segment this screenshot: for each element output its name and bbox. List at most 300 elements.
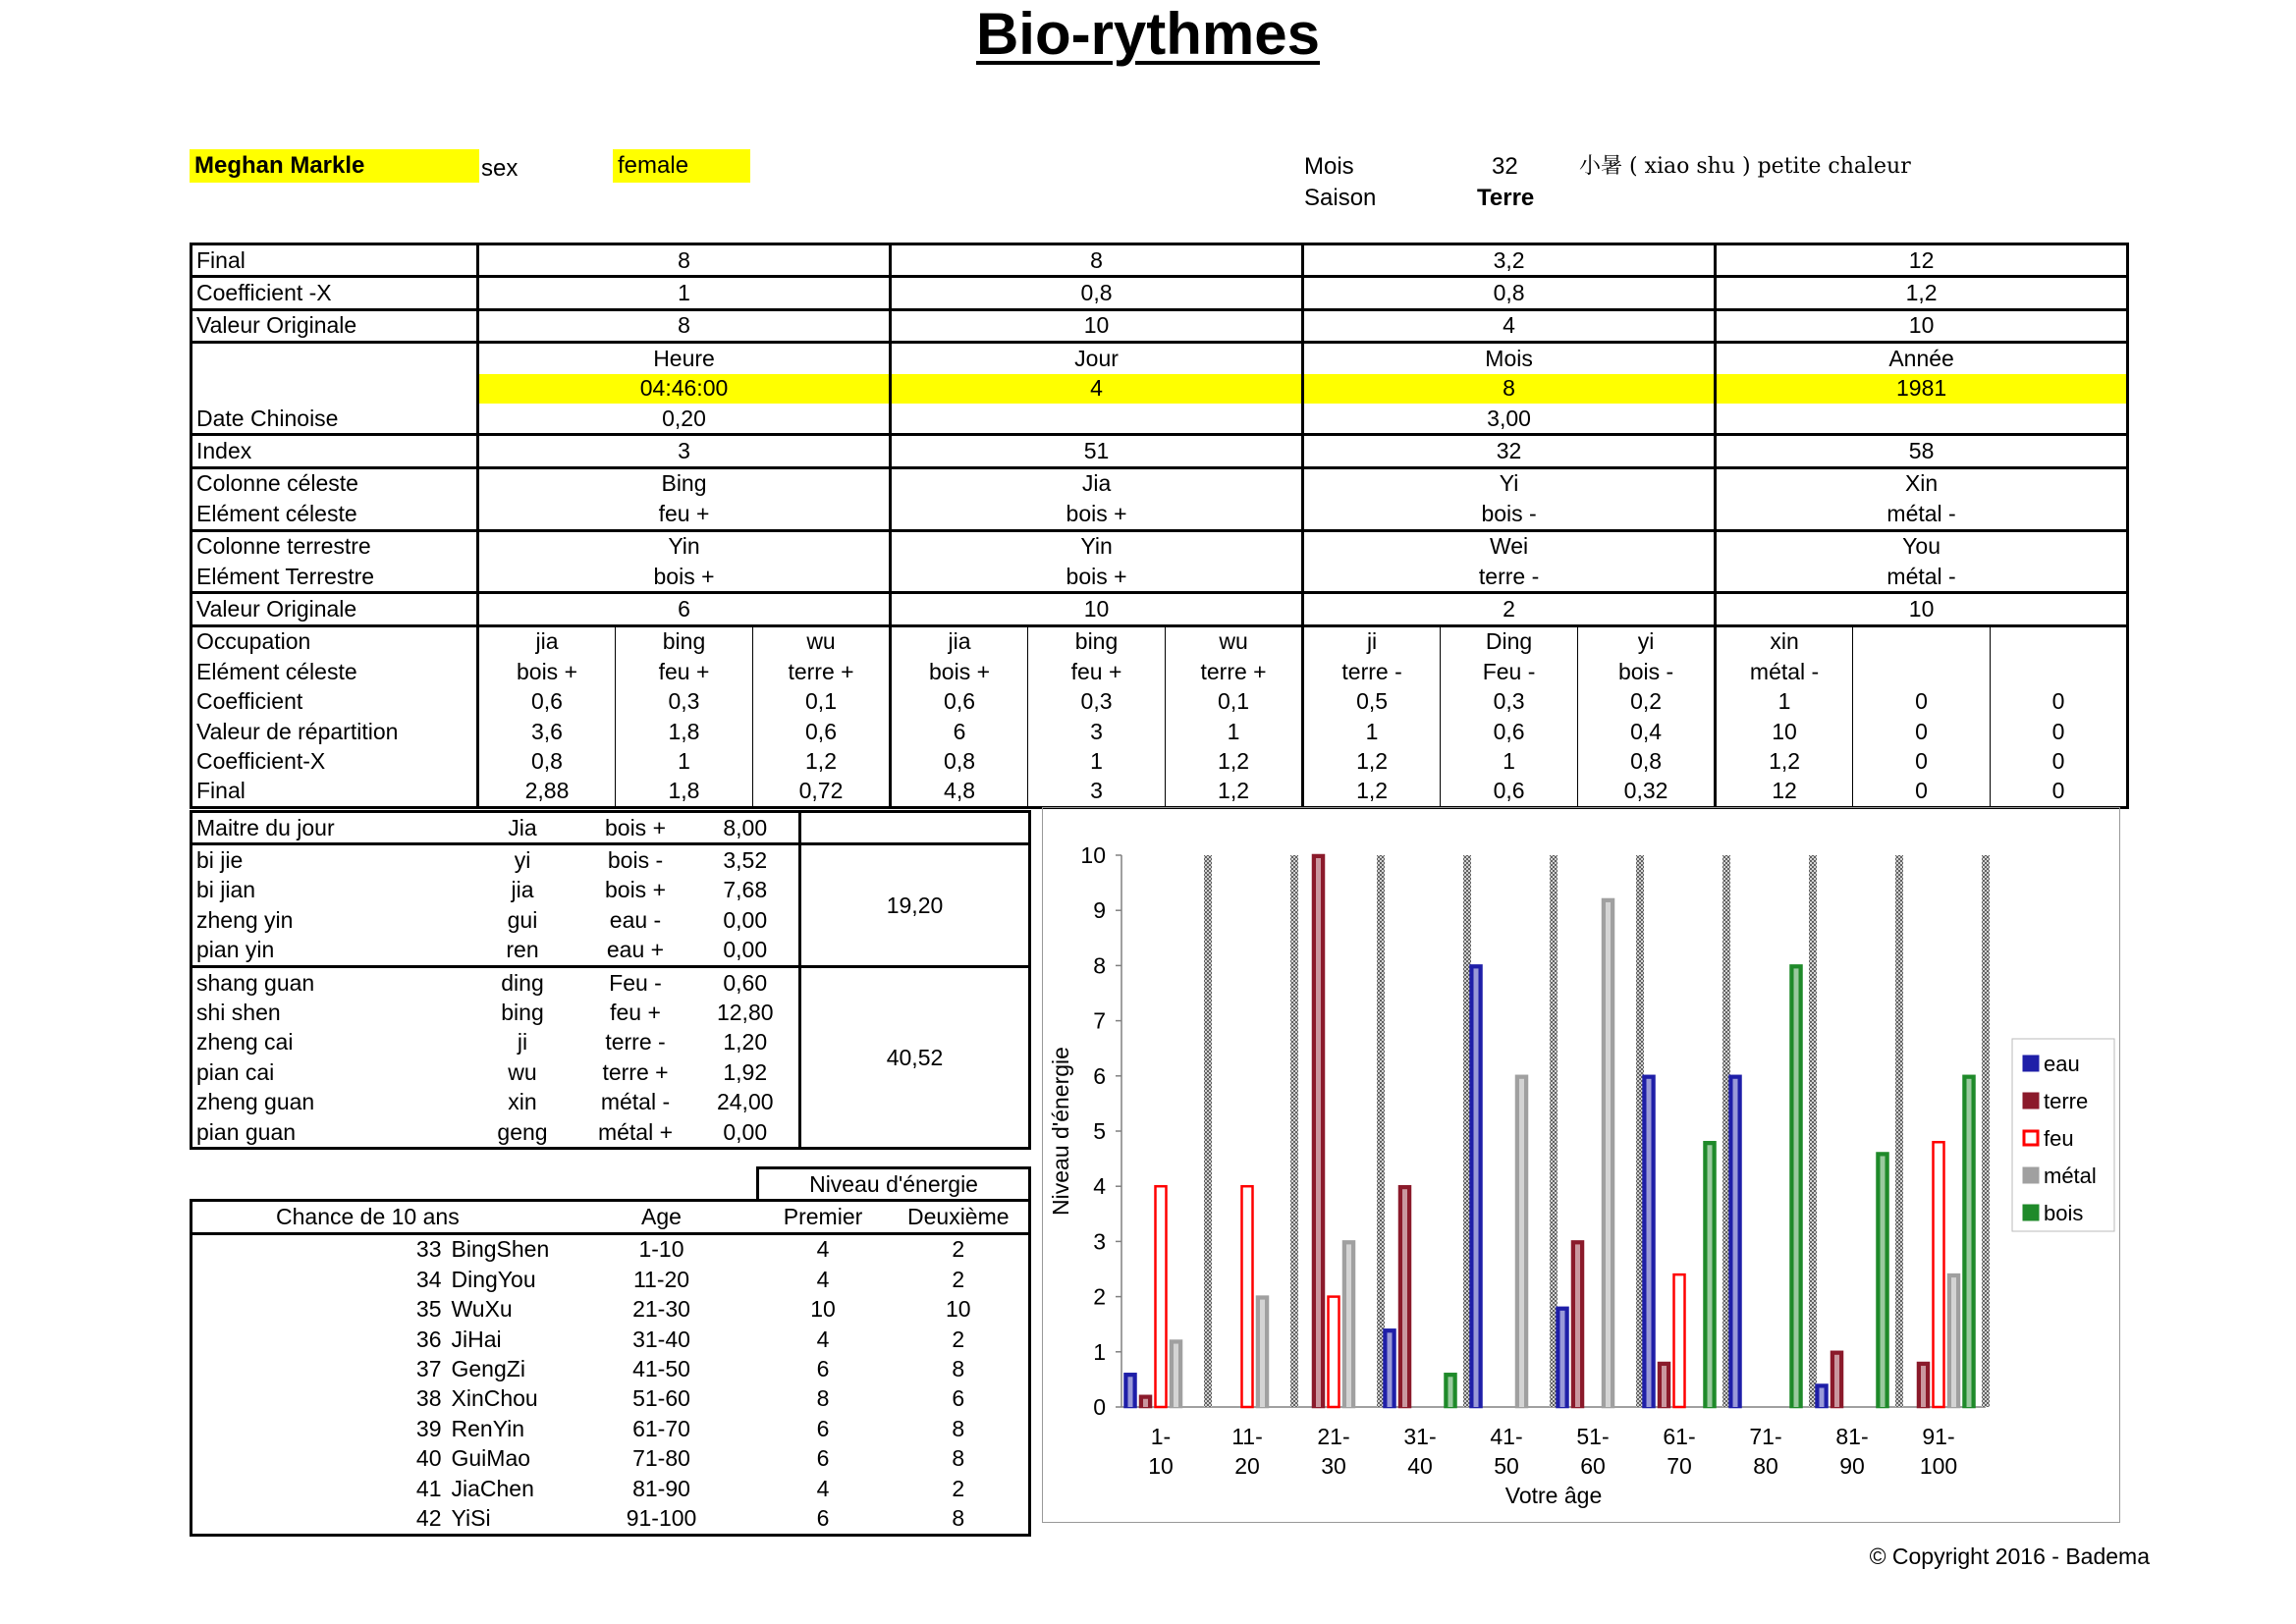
row-label: bi jian <box>191 876 466 905</box>
table-cell: 1 <box>478 277 891 309</box>
table-cell: Xin <box>1716 467 2128 499</box>
bar-highlight <box>1575 1244 1580 1407</box>
table-cell: 0 <box>1853 717 1991 746</box>
table-cell: feu + <box>616 657 753 686</box>
table-cell: Jia <box>466 812 579 844</box>
mois-description: 小暑 ( xiao shu ) petite chaleur <box>1579 154 1911 179</box>
table-row <box>191 404 2128 435</box>
table-row <box>191 686 2128 716</box>
category-separator <box>1895 855 1903 1407</box>
table-cell: 1,2 <box>1356 747 1389 774</box>
table-cell: 58 <box>1716 435 2128 467</box>
table-cell: métal - <box>1716 499 2128 530</box>
table-cell: bing <box>616 625 753 657</box>
table-cell: feu + <box>478 499 891 530</box>
table-cell: 3 <box>1028 717 1166 746</box>
table-cell: 7,68 <box>692 876 800 905</box>
table-cell: 0,1 <box>753 686 891 716</box>
table-cell: bois + <box>929 658 991 684</box>
table-cell: 3 <box>478 435 891 467</box>
table-cell: 11-20 <box>632 1266 690 1292</box>
legend-swatch-eau <box>2024 1056 2038 1070</box>
x-tick-label: 11- <box>1231 1424 1263 1449</box>
table-cell: 0,6 <box>531 688 563 715</box>
table-cell: 0 <box>1853 686 1991 716</box>
saison-value: Terre <box>1477 185 1535 211</box>
y-tick-label: 3 <box>1093 1228 1106 1255</box>
table-cell: 1,20 <box>692 1028 800 1057</box>
table-cell: 1,92 <box>692 1057 800 1087</box>
table-cell: 6 <box>478 593 891 625</box>
table-cell: 42 <box>191 1503 448 1535</box>
table-cell: terre + <box>602 1058 669 1085</box>
row-label: Coefficient-X <box>191 746 478 776</box>
table-cell: 0,60 <box>692 966 800 998</box>
table-cell: 1 <box>616 746 753 776</box>
table-cell: métal - <box>1749 658 1820 684</box>
x-tick-label: 90 <box>1839 1453 1865 1479</box>
table-cell: 1,2 <box>1769 747 1801 774</box>
mois-value: 32 <box>1492 153 1518 180</box>
table-cell: Année <box>1716 343 2128 374</box>
table-row <box>191 717 2128 746</box>
legend-label: bois <box>2044 1201 2084 1225</box>
row-label: Colonne terrestre <box>191 530 478 562</box>
table-cell: 1,2 <box>1166 746 1303 776</box>
table-cell: BingShen <box>448 1233 566 1265</box>
y-tick-label: 7 <box>1093 1007 1106 1034</box>
bar-highlight <box>1834 1355 1839 1407</box>
table-cell: ren <box>506 937 539 963</box>
row-label: Maitre du jour <box>191 812 466 844</box>
table-cell: wu <box>1166 625 1303 657</box>
bar-highlight <box>1260 1300 1265 1407</box>
bar-highlight <box>1647 1079 1652 1407</box>
bar-highlight <box>1967 1079 1972 1407</box>
table-cell: 4 <box>816 1475 830 1501</box>
table-cell: 0,00 <box>692 936 800 967</box>
row-label <box>191 343 478 374</box>
table-cell: 0 <box>1991 777 2128 808</box>
table-cell: 10 <box>810 1296 836 1323</box>
sex-value: female <box>613 149 750 183</box>
table-cell: wu <box>508 1058 537 1085</box>
y-tick-label: 5 <box>1093 1118 1106 1144</box>
table-cell: 1 <box>1441 746 1578 776</box>
table-cell: Feu - <box>1441 657 1578 686</box>
row-label: pian guan <box>191 1117 466 1149</box>
table-cell: 0,8 <box>1578 746 1716 776</box>
table-row <box>191 1414 1030 1443</box>
table-cell: 1 <box>1028 746 1166 776</box>
table-row <box>191 1265 1030 1294</box>
table-cell: 8,00 <box>692 812 800 844</box>
row-label: Final <box>191 244 478 277</box>
table-cell: 12 <box>1716 244 2128 277</box>
table-cell: 0 <box>1853 746 1991 776</box>
x-axis-label: Votre âge <box>1504 1483 1603 1508</box>
table-cell: eau + <box>606 937 665 963</box>
energy-chart-svg <box>1043 808 2119 1522</box>
row-label: Valeur Originale <box>191 309 478 342</box>
table-cell: terre - <box>1303 562 1716 593</box>
table-cell: eau - <box>609 906 662 933</box>
age-header: Age <box>566 1201 758 1233</box>
table-cell: 2,88 <box>478 777 616 808</box>
maitre-du-jour-table <box>190 810 1031 1150</box>
table-cell: 12 <box>1716 777 1853 808</box>
table-row <box>191 374 2128 404</box>
table-cell: bois + <box>516 658 577 684</box>
table-cell: yi <box>1578 625 1716 657</box>
table-row <box>191 1201 1030 1233</box>
table-row <box>191 966 1030 998</box>
table-cell: 51-60 <box>632 1385 690 1412</box>
row-label: Colonne céleste <box>191 467 478 499</box>
table-cell: jia <box>511 877 534 903</box>
table-cell: 10 <box>1716 309 2128 342</box>
table-cell: 41-50 <box>632 1356 690 1382</box>
table-cell: 3,6 <box>531 718 563 744</box>
table-cell: terre + <box>753 657 891 686</box>
table-cell: 2 <box>889 1325 1030 1354</box>
table-row <box>191 593 2128 625</box>
table-cell: bois + <box>891 499 1303 530</box>
table-cell: 0,8 <box>531 747 563 774</box>
table-row <box>191 530 2128 562</box>
table-cell: 6 <box>816 1356 830 1382</box>
table-cell: 0,72 <box>753 777 891 808</box>
sum-cell: 40,52 <box>800 966 1030 1148</box>
table-cell: 41 <box>191 1474 448 1503</box>
table-row <box>191 244 2128 277</box>
table-row <box>191 277 2128 309</box>
table-cell: terre - <box>605 1029 666 1056</box>
bar-feu <box>1329 1297 1339 1407</box>
bar-feu <box>1934 1142 1944 1407</box>
table-cell: 33 <box>191 1233 448 1265</box>
row-label: Index <box>191 435 478 467</box>
table-cell: 31-40 <box>632 1326 690 1352</box>
table-cell: 8 <box>891 244 1303 277</box>
row-label: Date Chinoise <box>191 404 478 435</box>
table-cell: 2 <box>1303 593 1716 625</box>
energy-chart <box>1042 807 2120 1523</box>
table-row <box>191 1325 1030 1354</box>
x-tick-label: 81- <box>1835 1424 1869 1449</box>
table-cell: 51 <box>891 435 1303 467</box>
x-tick-label: 51- <box>1576 1424 1610 1449</box>
table-row <box>191 499 2128 530</box>
table-cell: 34 <box>191 1265 448 1294</box>
table-cell: 40 <box>191 1444 448 1474</box>
table-cell: bois - <box>1578 657 1716 686</box>
table-cell: 0,6 <box>1441 777 1578 808</box>
bar-highlight <box>1794 968 1799 1407</box>
x-tick-label: 21- <box>1317 1424 1350 1449</box>
table-cell: 10 <box>1716 593 2128 625</box>
table-cell: Bing <box>478 467 891 499</box>
table-cell: geng <box>466 1117 579 1149</box>
table-cell: 39 <box>191 1414 448 1443</box>
table-cell: bois + <box>478 562 891 593</box>
table-cell: 0,6 <box>944 688 976 715</box>
table-cell: 0 <box>1991 746 2128 776</box>
row-label: zheng yin <box>191 905 466 935</box>
row-label: zheng cai <box>191 1028 466 1057</box>
x-tick-label: 60 <box>1580 1453 1606 1479</box>
table-cell: 8 <box>889 1503 1030 1535</box>
table-cell: 6 <box>889 1384 1030 1414</box>
legend-label: terre <box>2044 1089 2089 1113</box>
table-cell: 8 <box>889 1354 1030 1383</box>
table-cell: 4 <box>816 1266 830 1292</box>
table-row <box>191 657 2128 686</box>
table-cell: 3,00 <box>1303 404 1716 435</box>
table-cell: 21-30 <box>632 1296 690 1323</box>
table-row <box>191 777 2128 808</box>
table-row <box>191 812 1030 844</box>
deuxieme-header: Deuxième <box>889 1201 1030 1233</box>
table-cell: 61-70 <box>632 1415 690 1441</box>
table-cell: 8 <box>816 1385 830 1412</box>
row-label: Occupation <box>191 625 478 657</box>
row-label: pian yin <box>191 936 466 967</box>
x-tick-label: 100 <box>1919 1453 1958 1479</box>
y-axis-label: Niveau d'énergie <box>1048 1047 1073 1216</box>
bar-feu <box>1674 1274 1685 1407</box>
x-tick-label: 71- <box>1749 1424 1782 1449</box>
table-cell: Yin <box>891 530 1303 562</box>
bar-highlight <box>1143 1399 1148 1407</box>
table-cell: 0,6 <box>1441 717 1578 746</box>
category-separator <box>1809 855 1817 1407</box>
table-cell: 4 <box>758 1233 889 1265</box>
table-cell: 3,2 <box>1303 244 1716 277</box>
premier-header: Premier <box>758 1201 889 1233</box>
table-cell: 0,3 <box>1028 686 1166 716</box>
table-cell: 2 <box>889 1265 1030 1294</box>
table-cell: 1,8 <box>616 777 753 808</box>
bar-highlight <box>1951 1277 1956 1407</box>
table-cell: 0,00 <box>692 1117 800 1149</box>
table-cell: 1,2 <box>753 746 891 776</box>
table-cell: wu <box>753 625 891 657</box>
legend-swatch-terre <box>2024 1094 2038 1108</box>
table-cell: 0,2 <box>1578 686 1716 716</box>
mois-label: Mois <box>1304 153 1354 180</box>
x-tick-label: 70 <box>1667 1453 1692 1479</box>
table-cell: Mois <box>1303 343 1716 374</box>
table-row <box>191 1474 1030 1503</box>
table-cell: 8 <box>478 244 891 277</box>
category-separator <box>1290 855 1298 1407</box>
table-cell: 0,8 <box>944 747 976 774</box>
table-cell: WuXu <box>451 1296 513 1323</box>
table-cell: 6 <box>758 1503 889 1535</box>
x-tick-label: 91- <box>1922 1424 1955 1449</box>
x-tick-label: 80 <box>1753 1453 1778 1479</box>
table-row <box>191 467 2128 499</box>
table-cell: JiaChen <box>451 1475 534 1501</box>
table-cell: jia <box>478 625 616 657</box>
table-cell: 8 <box>889 1444 1030 1474</box>
table-cell: 3,52 <box>692 844 800 876</box>
table-cell: 1,2 <box>1716 277 2128 309</box>
table-cell: GuiMao <box>451 1445 531 1472</box>
legend-swatch-feu <box>2024 1131 2038 1145</box>
table-cell: bois + <box>891 562 1303 593</box>
table-cell: Ding <box>1441 625 1578 657</box>
table-cell: gui <box>507 906 538 933</box>
bar-highlight <box>1174 1344 1178 1407</box>
bar-highlight <box>1449 1377 1453 1407</box>
table-row <box>191 1503 1030 1535</box>
table-cell: Heure <box>478 343 891 374</box>
table-cell: xin <box>508 1089 537 1115</box>
table-cell: 6 <box>953 718 966 744</box>
table-row <box>191 625 2128 657</box>
table-cell: 04:46:00 <box>478 374 891 404</box>
bar-highlight <box>1606 902 1611 1407</box>
row-label: Elément Terrestre <box>191 562 478 593</box>
y-tick-label: 1 <box>1093 1338 1106 1365</box>
legend-label: eau <box>2044 1052 2080 1076</box>
bar-highlight <box>1519 1079 1524 1407</box>
table-cell: métal - <box>1716 562 2128 593</box>
table-cell: 8 <box>889 1414 1030 1443</box>
y-tick-label: 9 <box>1093 897 1106 924</box>
row-label: Coefficient <box>191 686 478 716</box>
row-label: zheng guan <box>191 1088 466 1117</box>
table-row <box>191 1444 1030 1474</box>
chance-table <box>190 1166 1031 1537</box>
chance-header: Chance de 10 ans <box>191 1201 566 1233</box>
table-cell <box>1853 657 1991 686</box>
bar-highlight <box>1388 1332 1393 1407</box>
sum-cell: 19,20 <box>800 844 1030 967</box>
table-cell: Wei <box>1303 530 1716 562</box>
table-cell: RenYin <box>451 1415 525 1441</box>
table-cell: 24,00 <box>692 1088 800 1117</box>
table-row <box>191 435 2128 467</box>
table-cell: 10 <box>1772 718 1797 744</box>
table-cell: 1 <box>1777 688 1791 715</box>
y-tick-label: 6 <box>1093 1062 1106 1089</box>
table-cell: 0,1 <box>1166 686 1303 716</box>
table-cell: 8 <box>478 309 891 342</box>
table-cell: yi <box>466 844 579 876</box>
person-name: Meghan Markle <box>190 149 479 183</box>
page-title: Bio-rythmes <box>975 1 1321 67</box>
legend-label: feu <box>2044 1126 2074 1151</box>
bar-highlight <box>1921 1366 1926 1407</box>
table-cell: 81-90 <box>632 1475 690 1501</box>
table-cell: métal + <box>579 1117 692 1149</box>
table-cell: Jia <box>891 467 1303 499</box>
table-cell: 0,00 <box>692 905 800 935</box>
table-cell: bois + <box>579 812 692 844</box>
table-cell: jia <box>891 625 1028 657</box>
table-row <box>191 844 1030 876</box>
x-tick-label: 1- <box>1150 1424 1172 1449</box>
copyright: © Copyright 2016 - Badema <box>1869 1543 2150 1569</box>
table-cell: 1,2 <box>1166 777 1303 808</box>
table-cell: 0,3 <box>616 686 753 716</box>
table-cell: 4 <box>1303 309 1716 342</box>
table-cell: 3 <box>1028 777 1166 808</box>
table-cell: 0,3 <box>1441 686 1578 716</box>
table-cell: terre - <box>1341 658 1402 684</box>
table-cell: 10 <box>891 309 1303 342</box>
table-cell: 2 <box>889 1233 1030 1265</box>
legend-label: métal <box>2044 1164 2097 1188</box>
table-cell: 2 <box>889 1474 1030 1503</box>
x-tick-label: 20 <box>1234 1453 1260 1479</box>
table-cell: 8 <box>1303 374 1716 404</box>
table-cell: 38 <box>191 1384 448 1414</box>
table-cell <box>1991 625 2128 657</box>
table-row <box>191 343 2128 374</box>
row-label <box>191 374 478 404</box>
table-cell: 6 <box>816 1445 830 1472</box>
bar-feu <box>1242 1186 1253 1407</box>
bar-highlight <box>1316 858 1321 1407</box>
bar-highlight <box>1733 1079 1738 1407</box>
table-cell: YiSi <box>448 1503 566 1535</box>
legend-swatch-métal <box>2024 1168 2038 1182</box>
bar-highlight <box>1346 1244 1351 1407</box>
table-cell: bing <box>1028 625 1166 657</box>
x-tick-label: 31- <box>1403 1424 1437 1449</box>
table-cell: 36 <box>191 1325 448 1354</box>
pillars-table <box>190 243 2129 809</box>
table-row <box>191 1168 1030 1201</box>
table-row <box>191 309 2128 342</box>
table-cell: Yin <box>478 530 891 562</box>
table-cell: 1-10 <box>566 1233 758 1265</box>
table-cell: bois - <box>1303 499 1716 530</box>
table-cell: 32 <box>1303 435 1716 467</box>
row-label: Final <box>191 777 478 808</box>
table-cell: 0,6 <box>753 717 891 746</box>
row-label: Coefficient -X <box>191 277 478 309</box>
row-label: Valeur Originale <box>191 593 478 625</box>
table-cell: ding <box>466 966 579 998</box>
table-cell: 0,20 <box>478 404 891 435</box>
table-cell: ji <box>517 1029 528 1056</box>
table-cell: 91-100 <box>566 1503 758 1535</box>
table-row <box>191 1354 1030 1383</box>
table-cell: JiHai <box>451 1326 502 1352</box>
y-tick-label: 0 <box>1093 1394 1106 1420</box>
table-cell: bing <box>501 1000 544 1026</box>
y-tick-label: 10 <box>1080 842 1106 868</box>
table-cell: bois - <box>579 844 692 876</box>
saison-label: Saison <box>1304 185 1377 211</box>
x-tick-label: 50 <box>1494 1453 1519 1479</box>
table-cell: 0,8 <box>891 277 1303 309</box>
table-cell: 0 <box>1991 717 2128 746</box>
bar-highlight <box>1708 1145 1713 1407</box>
category-separator <box>1204 855 1212 1407</box>
row-label: pian cai <box>191 1057 466 1087</box>
y-tick-label: 4 <box>1093 1173 1106 1200</box>
table-cell <box>191 1168 758 1201</box>
row-label: Valeur de répartition <box>191 717 478 746</box>
table-cell: 71-80 <box>632 1445 690 1472</box>
table-row <box>191 1384 1030 1414</box>
